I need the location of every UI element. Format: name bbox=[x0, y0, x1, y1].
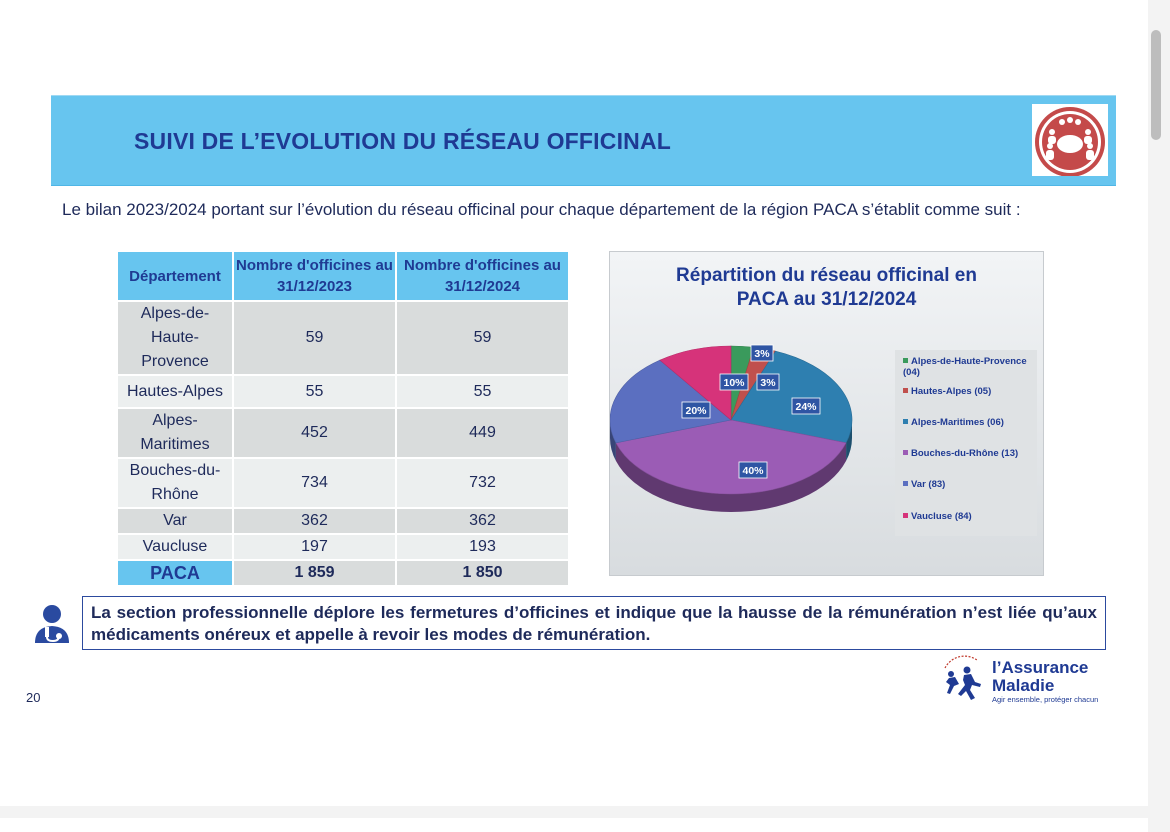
dept-cell bbox=[117, 301, 233, 375]
legend-item bbox=[903, 479, 1035, 490]
legend-item bbox=[903, 448, 1035, 459]
table-row bbox=[117, 301, 569, 375]
pie-data-label-text: 3% bbox=[754, 348, 770, 360]
dept-cell: Vaucluse bbox=[117, 534, 233, 560]
dept-cell bbox=[117, 408, 233, 458]
legend-label: Hautes-Alpes (05) bbox=[911, 386, 992, 397]
table-row bbox=[117, 408, 569, 458]
legend-swatch bbox=[903, 513, 908, 518]
pie-data-label bbox=[757, 374, 779, 390]
col-header-departement: Département bbox=[117, 251, 233, 301]
table-row bbox=[117, 508, 569, 534]
value-2023-cell: 452 bbox=[233, 408, 396, 458]
legend-swatch bbox=[903, 358, 908, 363]
table-total-row bbox=[117, 560, 569, 586]
pie-data-label-text: 24% bbox=[795, 401, 817, 413]
page-number: 20 bbox=[26, 690, 41, 705]
logo-title-line1: l’Assurance bbox=[992, 658, 1089, 677]
legend-label: Vaucluse (84) bbox=[911, 511, 972, 522]
dept-cell: Var bbox=[117, 508, 233, 534]
value-2024-cell: 449 bbox=[396, 408, 569, 458]
table-row bbox=[117, 375, 569, 408]
logo-title bbox=[992, 659, 1088, 695]
pie-data-label bbox=[751, 345, 773, 361]
col-header-2023: Nombre d'officines au 31/12/2023 bbox=[233, 251, 396, 301]
value-2023-cell: 362 bbox=[233, 508, 396, 534]
next-slide-edge bbox=[0, 818, 1148, 832]
legend-swatch bbox=[903, 388, 908, 393]
page-title: SUIVI DE L’EVOLUTION DU RÉSEAU OFFICINAL bbox=[134, 128, 672, 154]
logo-title-line2: Maladie bbox=[992, 676, 1055, 695]
pie-data-label bbox=[682, 402, 710, 418]
user-icon bbox=[33, 603, 71, 645]
legend-label: Alpes-Maritimes (06) bbox=[911, 417, 1004, 428]
value-2024-cell: 55 bbox=[396, 375, 569, 408]
total-2023-cell: 1 859 bbox=[233, 560, 396, 586]
value-2024-cell: 362 bbox=[396, 508, 569, 534]
people-meeting-icon bbox=[1032, 104, 1108, 176]
table-row bbox=[117, 534, 569, 560]
value-2024-cell: 732 bbox=[396, 458, 569, 508]
pie-data-label-text: 10% bbox=[723, 377, 745, 389]
intro-text: Le bilan 2023/2024 portant sur l’évolution du réseau officinal pour chaque département de la région PACA s’établit comme suit : bbox=[62, 200, 1021, 219]
value-2024-cell: 193 bbox=[396, 534, 569, 560]
total-2024-cell: 1 850 bbox=[396, 560, 569, 586]
value-2023-cell: 734 bbox=[233, 458, 396, 508]
pie-data-label bbox=[720, 374, 748, 390]
pie-chart-panel bbox=[609, 251, 1044, 576]
pie-data-label bbox=[792, 398, 820, 414]
assurance-maladie-logo bbox=[937, 652, 1117, 708]
table-row bbox=[117, 458, 569, 508]
value-2024-cell: 59 bbox=[396, 301, 569, 375]
vertical-scrollbar[interactable] bbox=[1151, 30, 1161, 140]
header-band bbox=[51, 95, 1116, 186]
col-header-2024: Nombre d'officines au 31/12/2024 bbox=[396, 251, 569, 301]
legend-swatch bbox=[903, 450, 908, 455]
legend-label: Alpes-de-Haute-Provence (04) bbox=[903, 356, 1027, 378]
legend-swatch bbox=[903, 481, 908, 486]
dept-label: Bouches-du-Rhône bbox=[129, 462, 221, 503]
legend-label: Var (83) bbox=[911, 479, 946, 490]
dept-cell: Hautes-Alpes bbox=[117, 375, 233, 408]
pie-data-label-text: 20% bbox=[685, 405, 707, 417]
officines-table bbox=[116, 250, 570, 587]
value-2023-cell: 59 bbox=[233, 301, 396, 375]
value-2023-cell: 197 bbox=[233, 534, 396, 560]
value-2023-cell: 55 bbox=[233, 375, 396, 408]
legend-item bbox=[903, 386, 1035, 397]
legend-label: Bouches-du-Rhône (13) bbox=[911, 448, 1019, 459]
dept-label: Alpes-de-Haute-Provence bbox=[140, 305, 210, 370]
chart-title-text: Répartition du réseau officinal en PACA au 31/12/2024 bbox=[676, 265, 977, 310]
dept-label: Alpes-Maritimes bbox=[140, 412, 210, 453]
pie-data-label-text: 3% bbox=[760, 377, 776, 389]
pie-data-label-text: 40% bbox=[742, 465, 764, 477]
legend-swatch bbox=[903, 419, 908, 424]
legend-item bbox=[903, 356, 1035, 378]
total-label-cell: PACA bbox=[117, 560, 233, 586]
dept-cell bbox=[117, 458, 233, 508]
note-box: La section professionnelle déplore les fermetures d’officines et indique que la hausse de la rémunération n’est liée qu’aux médicaments onéreux et appelle à revoir les modes de rémunération. bbox=[82, 596, 1106, 650]
pie-data-label bbox=[739, 462, 767, 478]
running-people-logo-icon bbox=[937, 654, 989, 706]
chart-legend bbox=[895, 350, 1037, 536]
legend-item bbox=[903, 417, 1035, 428]
legend-item bbox=[903, 511, 1035, 522]
logo-tagline: Agir ensemble, protéger chacun bbox=[992, 695, 1099, 704]
